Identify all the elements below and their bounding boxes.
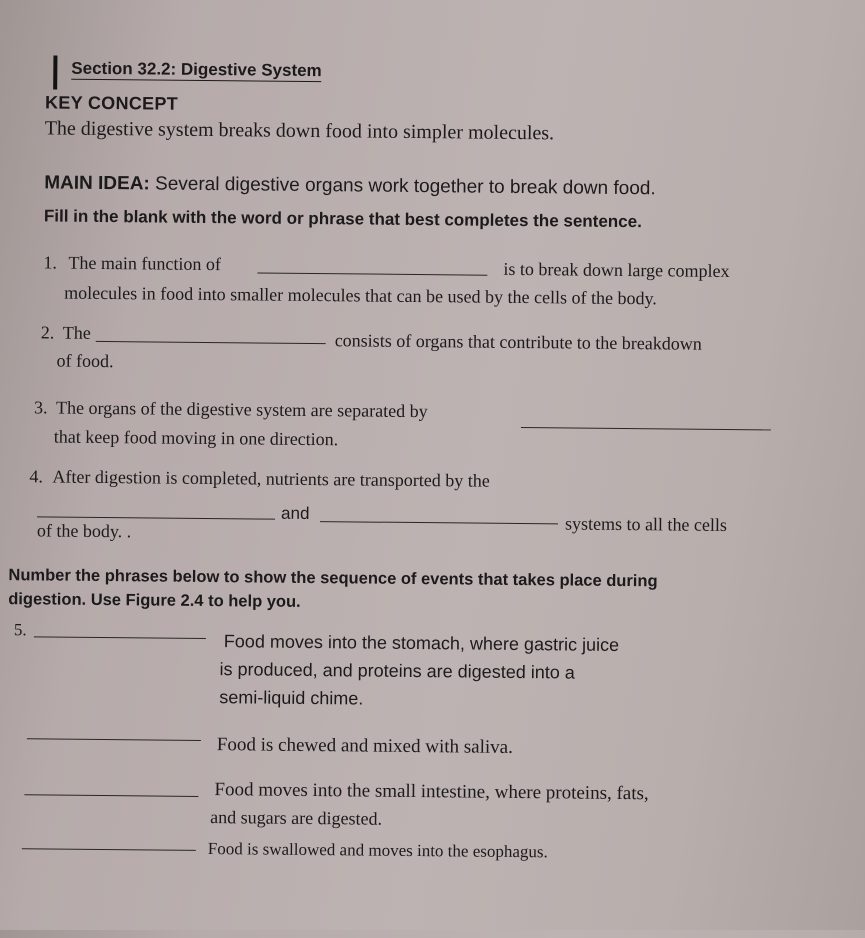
sequence-small-intestine-line1: Food moves into the small intestine, where proteins, fats, [214,779,649,805]
section-marker-bar [53,56,57,90]
q3-number: 3. [33,397,48,418]
sequence-blank-stomach[interactable] [34,636,206,639]
sequence-blank-small-intestine[interactable] [24,794,198,797]
q4-answer-blank-2[interactable] [320,521,558,524]
sequence-small-intestine-line2: and sugars are digested. [210,807,383,829]
q2-number: 2. [40,322,55,343]
main-idea-label: MAIN IDEA: [44,172,150,195]
q1-text-before: The main function of [68,252,222,275]
q4-text-after: systems to all the cells [564,513,728,536]
main-idea [44,172,656,200]
fill-in-instructions: Fill in the blank with the word or phrase that best completes the sentence. [43,206,642,232]
sequence-instructions-line1: Number the phrases below to show the sequence of events that takes place during [8,566,658,591]
q1-text-after: is to break down large complex [503,258,730,282]
key-concept-text: The digestive system breaks down food into simpler molecules. [44,117,555,145]
sequence-stomach-line1: Food moves into the stomach, where gastric juice [223,631,620,655]
q2-text-before: The [62,322,91,343]
sequence-stomach-line3: semi-liquid chime. [219,687,364,709]
section-title-text: Section 32.2: Digestive System [71,58,322,81]
sequence-blank-swallowed[interactable] [22,848,196,851]
q4-answer-blank-1[interactable] [37,516,275,519]
q2-text-after: consists of organs that contribute to the breakdown [334,330,702,354]
q4-text-line3: of the body. . [36,520,132,542]
q4-number: 4. [29,466,44,487]
sequence-blank-chewed[interactable] [27,738,201,741]
sequence-chewed: Food is chewed and mixed with saliva. [216,734,513,758]
main-idea-text: Several digestive organs work together to break down food. [149,173,656,200]
q3-answer-blank[interactable] [521,427,771,430]
q4-text-line1: After digestion is completed, nutrients are transported by the [52,466,490,491]
section-title [71,59,322,81]
q4-and: and [280,503,310,523]
key-concept-label: KEY CONCEPT [44,92,179,114]
sequence-swallowed: Food is swallowed and moves into the esophagus. [207,839,548,862]
sequence-instructions-line2: digestion. Use Figure 2.4 to help you. [8,590,301,611]
q1-answer-blank[interactable] [257,272,487,275]
q1-number: 1. [43,252,58,273]
q1-text-line2: molecules in food into smaller molecules that can be used by the cells of the body. [64,282,657,309]
q2-answer-blank[interactable] [96,341,326,344]
q2-text-line2: of food. [56,350,114,372]
q3-text-before: The organs of the digestive system are separated by [55,397,428,422]
sequence-first-number: 5. [13,620,27,640]
q3-text-line2: that keep food moving in one direction. [53,426,339,450]
sequence-stomach-line2: is produced, and proteins are digested into a [219,659,575,683]
